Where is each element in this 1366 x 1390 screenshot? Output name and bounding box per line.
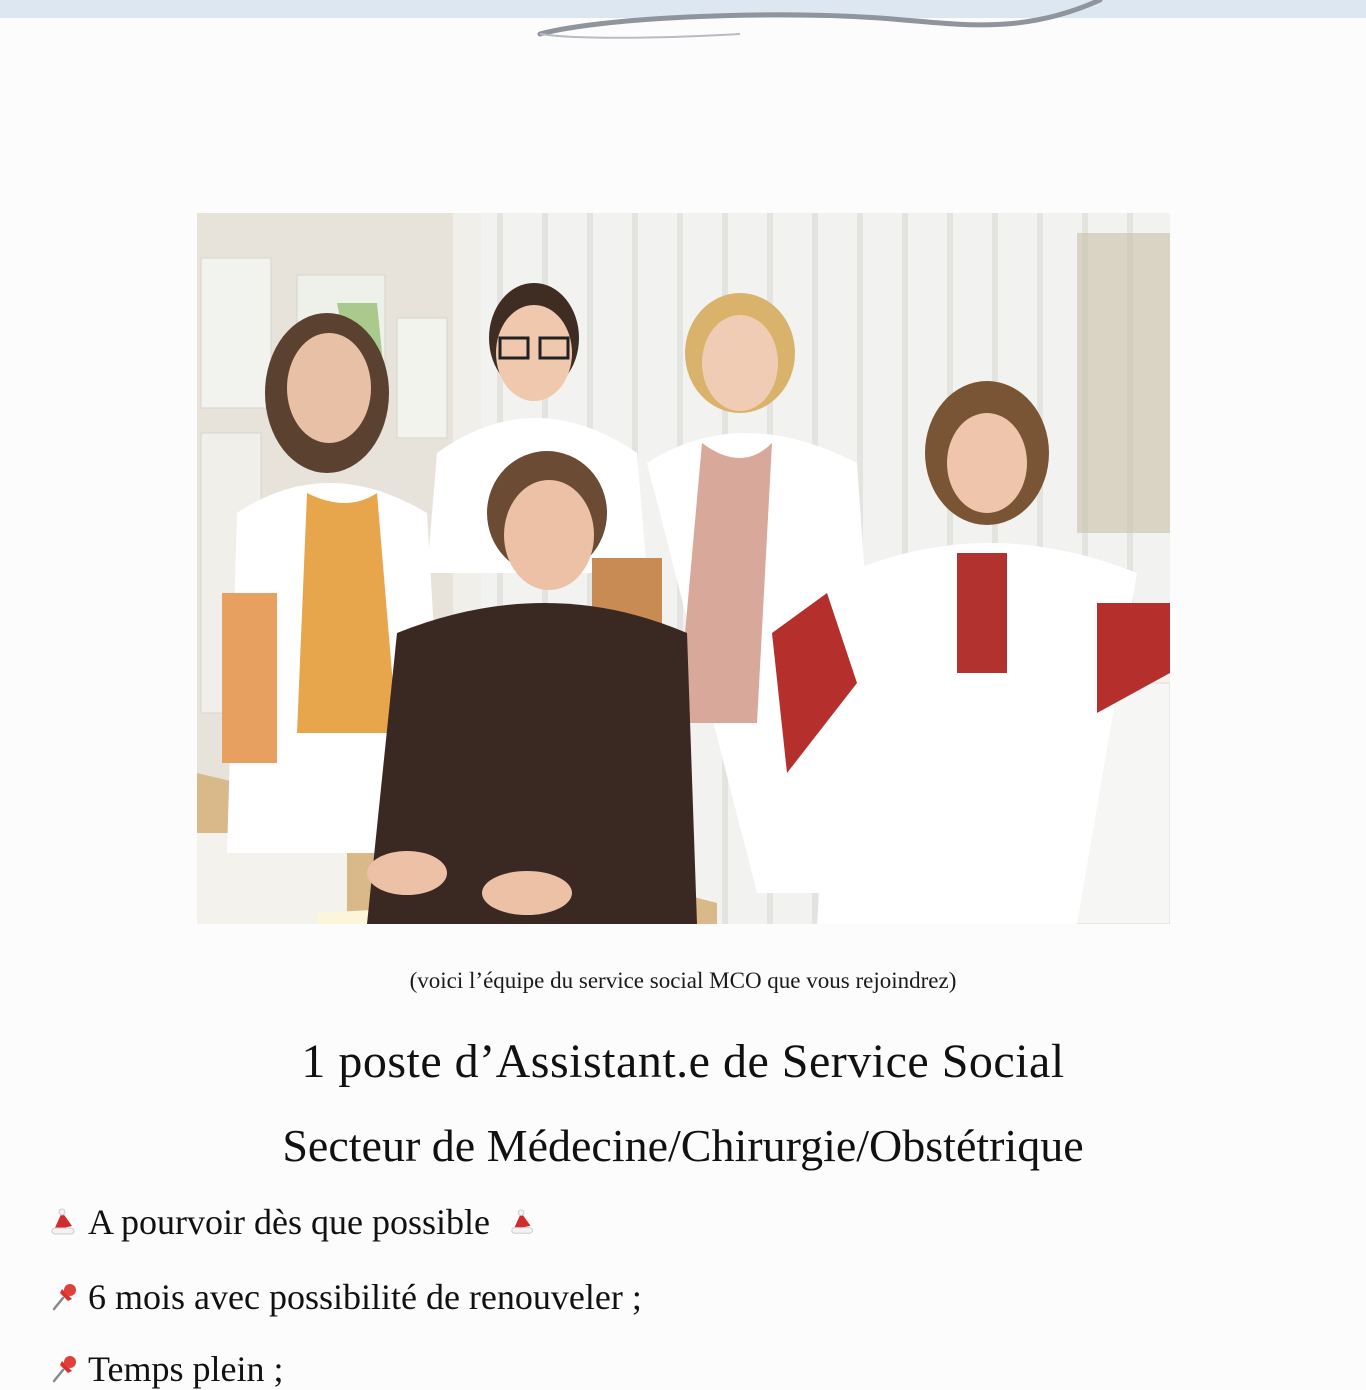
team-photo	[197, 213, 1170, 924]
bullet-text: Temps plein ;	[88, 1349, 284, 1389]
photo-caption: (voici l’équipe du service social MCO que vous rejoindrez)	[409, 968, 957, 993]
bullet-schedule	[48, 1348, 283, 1390]
santa-hat-icon	[48, 1206, 80, 1238]
header-swoosh	[520, 0, 1120, 44]
santa-hat-icon	[508, 1207, 538, 1237]
pushpin-icon	[48, 1353, 80, 1385]
bullet-duration	[48, 1276, 642, 1318]
bullet-text: 6 mois avec possibilité de renouveler ;	[88, 1277, 642, 1317]
job-sector: Secteur de Médecine/Chirurgie/Obstétrique	[282, 1120, 1084, 1171]
bullet-availability	[48, 1201, 538, 1243]
bullet-text: A pourvoir dès que possible	[88, 1202, 490, 1242]
job-title: 1 poste d’Assistant.e de Service Social	[301, 1035, 1065, 1088]
pushpin-icon	[48, 1281, 80, 1313]
